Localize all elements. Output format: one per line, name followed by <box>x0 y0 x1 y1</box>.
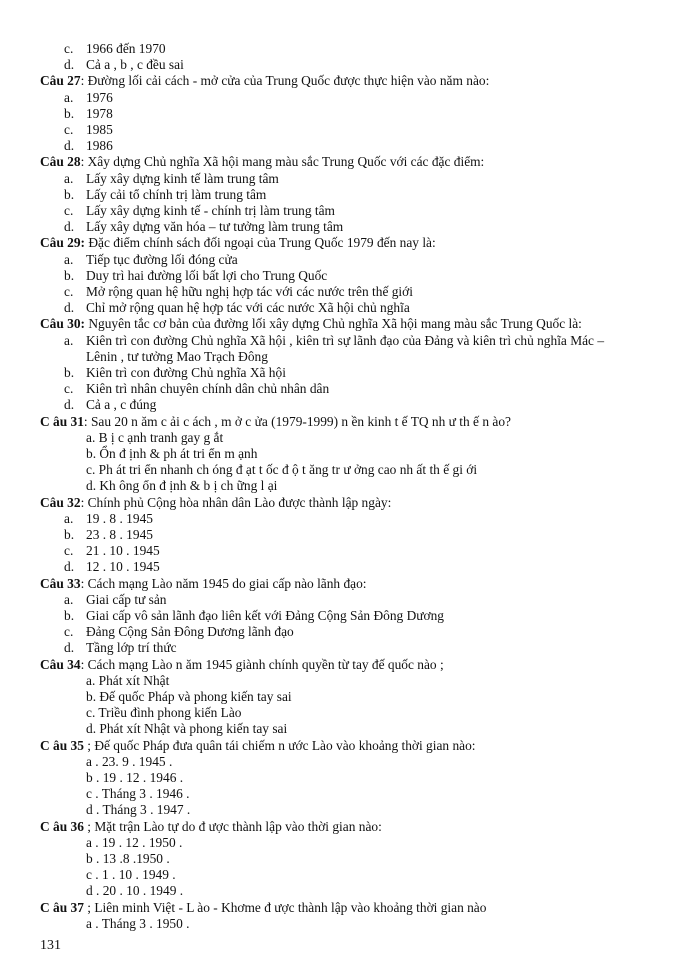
option-text: b. Ổn đ ịnh & ph át tri ển m ạnh <box>86 446 258 461</box>
question-number: Câu 34 <box>40 656 81 672</box>
option-label: c. <box>64 381 74 397</box>
option-text: c . Tháng 3 . 1946 . <box>86 786 190 802</box>
option-text: d . Tháng 3 . 1947 . <box>86 802 191 818</box>
option-text: 1978 <box>86 105 113 121</box>
answer-option <box>86 802 190 818</box>
answer-continuation <box>64 349 268 365</box>
answer-option <box>64 187 266 203</box>
answer-option <box>64 559 160 575</box>
question-number: Câu 32 <box>40 494 81 510</box>
answer-option <box>64 57 184 73</box>
answer-option <box>64 397 156 413</box>
answer-option <box>64 624 294 640</box>
option-label: c. <box>64 41 74 56</box>
option-label: c. <box>64 543 74 559</box>
answer-option <box>86 478 277 494</box>
question-text: Nguyên tắc cơ bản của đường lối xây dựng Chủ nghĩa Xã hội mang màu sắc Trung Quốc là: <box>85 316 582 332</box>
answer-option <box>64 252 238 268</box>
option-label: b. <box>64 267 75 283</box>
option-text: Kiên trì con đường Chủ nghĩa Xã hội , kiên trì sự lãnh đạo của Đảng và kiên trì chủ nghĩa Mác – <box>86 332 605 348</box>
question-line <box>40 154 484 170</box>
question-line <box>40 73 489 89</box>
answer-option <box>64 90 113 106</box>
option-label: b. <box>64 608 75 623</box>
question-line <box>40 819 382 835</box>
option-text: Chỉ mở rộng quan hệ hợp tác với các nước Xã hội chủ nghĩa <box>86 300 410 316</box>
option-text: a. B ị c ạnh tranh gay g ắt <box>86 429 224 445</box>
option-label: a. <box>64 89 74 105</box>
option-label: d. <box>64 300 75 316</box>
answer-option <box>86 867 176 883</box>
answer-option <box>86 754 172 770</box>
option-label: a. <box>64 251 74 267</box>
answer-option <box>64 381 329 397</box>
answer-option <box>64 138 113 154</box>
answer-option <box>86 462 477 478</box>
option-label: a. <box>64 332 74 348</box>
option-label: b. <box>64 365 75 380</box>
option-text: a . 19 . 12 . 1950 . <box>86 834 183 850</box>
option-text: Mở rộng quan hệ hữu nghị hợp tác với các nước trên thế giới <box>86 284 413 299</box>
option-text: c. Ph át tri ển nhanh ch óng đ ạt t ốc đ ộ t ăng tr ư ởng cao nh ất th ế gi ới <box>86 462 478 478</box>
answer-option <box>86 835 182 851</box>
option-label: b. <box>64 527 75 542</box>
answer-option <box>86 721 287 737</box>
option-text: Lênin , tư tưởng Mao Trạch Đông <box>86 348 268 364</box>
question-number: C âu 36 <box>40 818 84 834</box>
question-line <box>40 316 582 332</box>
answer-option <box>86 689 292 705</box>
option-label: a. <box>64 170 74 186</box>
option-text: b . 19 . 12 . 1946 . <box>86 770 184 785</box>
option-text: a. Phát xít Nhật <box>86 672 170 688</box>
question-text: : Sau 20 n ăm c ải c ách , m ở c ửa (1979-1999) n ền kinh t ế TQ nh ư th ế n ào? <box>83 413 511 429</box>
question-text: Đặc điểm chính sách đối ngoại của Trung Quốc 1979 đến nay là: <box>85 235 436 251</box>
option-text: Kiên trì con đường Chủ nghĩa Xã hội <box>86 365 286 380</box>
option-text: Lấy xây dựng kinh tế làm trung tâm <box>86 170 279 186</box>
option-text: 21 . 10 . 1945 <box>86 543 160 559</box>
option-text: a . 23. 9 . 1945 . <box>86 753 173 769</box>
question-line <box>40 576 367 592</box>
answer-option <box>64 106 113 122</box>
question-number: C âu 31 <box>40 413 84 429</box>
answer-option <box>64 511 153 527</box>
question-number: Câu 29: <box>40 235 86 251</box>
option-text: 1986 <box>86 138 113 154</box>
option-text: 1966 đến 1970 <box>86 41 166 56</box>
answer-option <box>64 333 604 349</box>
option-label: a. <box>64 510 74 526</box>
option-label: d. <box>64 559 75 575</box>
option-label: c. <box>64 284 74 299</box>
answer-option <box>86 883 183 899</box>
option-label: d. <box>64 397 75 413</box>
question-text: ; Liên minh Việt - L ào - Khơme đ ược thành lập vào khoảng thời gian nào <box>83 899 487 915</box>
option-text: Tiếp tục đường lối đóng cửa <box>86 251 238 267</box>
answer-option <box>64 203 335 219</box>
option-label: a. <box>64 591 74 607</box>
question-number: Câu 27 <box>40 73 81 89</box>
option-text: 19 . 8 . 1945 <box>86 510 153 526</box>
option-text: d. Kh ông ổn đ ịnh & b ị ch ững l ại <box>86 478 278 494</box>
answer-option <box>86 705 241 721</box>
option-label: d. <box>64 57 75 73</box>
question-number: Câu 28 <box>40 154 81 170</box>
answer-option <box>64 284 413 300</box>
option-text: 12 . 10 . 1945 <box>86 559 160 575</box>
answer-option <box>64 365 286 381</box>
question-text: : Xây dựng Chủ nghĩa Xã hội mang màu sắc Trung Quốc với các đặc điểm: <box>80 154 485 170</box>
option-text: Đảng Cộng Sản Đông Dương lãnh đạo <box>86 624 294 640</box>
question-number: Câu 33 <box>40 575 81 591</box>
question-text: : Cách mạng Lào năm 1945 do giai cấp nào lãnh đạo: <box>80 575 367 591</box>
option-text: b. Đế quốc Pháp và phong kiến tay sai <box>86 689 292 704</box>
answer-option <box>64 171 279 187</box>
answer-option <box>64 543 160 559</box>
option-label: c. <box>64 624 74 640</box>
option-text: Tầng lớp trí thức <box>86 640 177 656</box>
option-text: 1985 <box>86 122 113 137</box>
question-text: : Cách mạng Lào n ăm 1945 giành chính quyền từ tay đế quốc nào ; <box>80 656 444 672</box>
answer-option <box>86 430 223 446</box>
answer-option <box>64 608 444 624</box>
question-line <box>40 900 486 916</box>
option-text: Cả a , b , c đều sai <box>86 57 184 73</box>
option-text: b . 13 .8 .1950 . <box>86 851 170 866</box>
option-text: Giai cấp tư sản <box>86 591 167 607</box>
question-line <box>40 738 476 754</box>
page-number: 131 <box>40 938 61 953</box>
option-label: d. <box>64 219 75 235</box>
option-text: d. Phát xít Nhật và phong kiến tay sai <box>86 721 288 737</box>
option-text: Lấy xây dựng văn hóa – tư tưởng làm trung tâm <box>86 219 344 235</box>
option-text: Lấy xây dựng kinh tế - chính trị làm trung tâm <box>86 203 335 218</box>
question-text: ; Mặt trận Lào tự do đ ược thành lập vào thời gian nào: <box>83 818 382 834</box>
option-label: c. <box>64 203 74 218</box>
option-text: Cả a , c đúng <box>86 397 157 413</box>
answer-option <box>64 268 327 284</box>
answer-option <box>64 300 410 316</box>
option-label: c. <box>64 122 74 137</box>
answer-option <box>86 446 257 462</box>
question-number: C âu 35 <box>40 737 84 753</box>
question-line <box>40 495 391 511</box>
question-number: Câu 30: <box>40 316 86 332</box>
answer-option <box>86 770 183 786</box>
option-label: d. <box>64 640 75 656</box>
question-line <box>40 414 511 430</box>
answer-option <box>86 786 190 802</box>
option-label: d. <box>64 138 75 154</box>
answer-option <box>86 916 190 932</box>
answer-option <box>64 41 166 57</box>
answer-option <box>64 640 177 656</box>
option-text: Kiên trì nhân chuyên chính dân chủ nhân dân <box>86 381 330 397</box>
answer-option <box>64 592 167 608</box>
option-text: c. Triều đình phong kiến Lào <box>86 705 242 721</box>
answer-option <box>86 851 170 867</box>
option-text: Duy trì hai đường lối bất lợi cho Trung Quốc <box>86 267 328 283</box>
question-text: : Chính phủ Cộng hòa nhân dân Lào được thành lập ngày: <box>80 494 392 510</box>
option-label: b. <box>64 186 75 202</box>
question-number: C âu 37 <box>40 899 84 915</box>
question-text: ; Đế quốc Pháp đưa quân tái chiếm n ước Lào vào khoảng thời gian nào: <box>83 737 476 753</box>
option-text: c . 1 . 10 . 1949 . <box>86 867 176 883</box>
option-text: 1976 <box>86 89 113 105</box>
answer-option <box>64 122 113 138</box>
question-line <box>40 235 436 251</box>
answer-option <box>64 527 153 543</box>
answer-option <box>64 219 343 235</box>
option-text: Giai cấp vô sản lãnh đạo liên kết với Đảng Cộng Sản Đông Dương <box>86 608 444 623</box>
option-text: a . Tháng 3 . 1950 . <box>86 915 190 931</box>
question-text: : Đường lối cải cách - mở cửa của Trung Quốc được thực hiện vào năm nào: <box>80 73 490 89</box>
option-text: d . 20 . 10 . 1949 . <box>86 883 184 899</box>
answer-option <box>86 673 169 689</box>
question-line <box>40 657 444 673</box>
option-text: 23 . 8 . 1945 <box>86 527 153 542</box>
option-text: Lấy cải tổ chính trị làm trung tâm <box>86 186 267 202</box>
option-label: b. <box>64 105 75 121</box>
